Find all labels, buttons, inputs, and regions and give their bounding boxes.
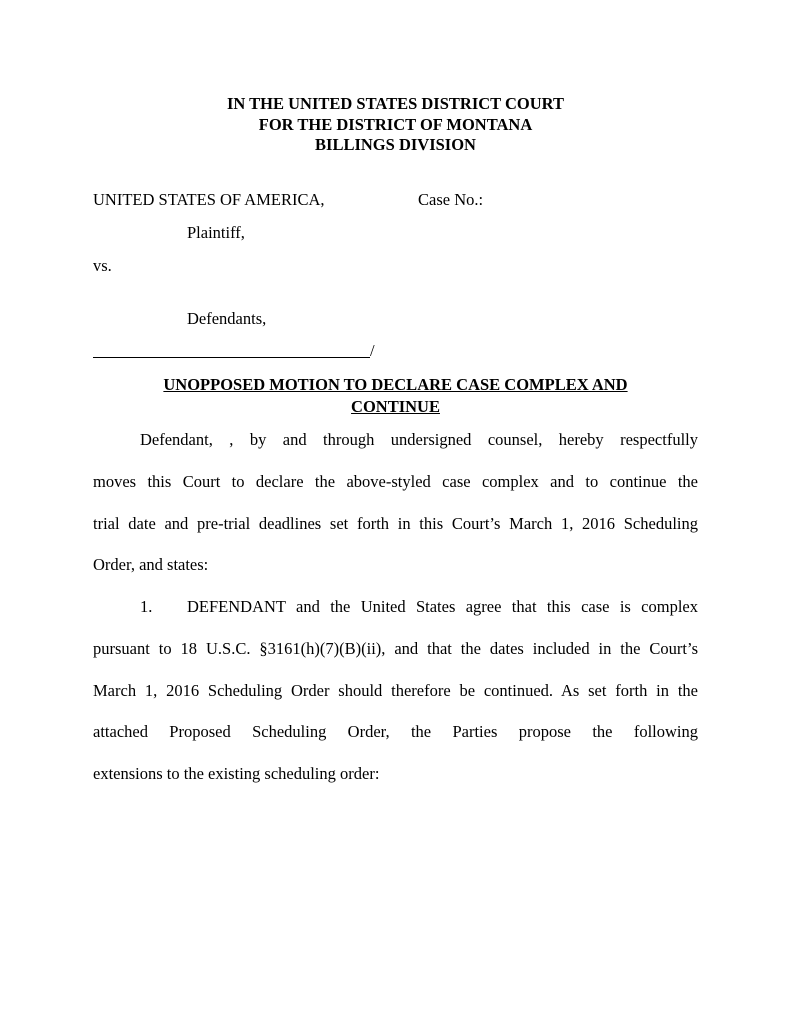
- plaintiff-name: UNITED STATES OF AMERICA,: [93, 190, 325, 209]
- paragraph-line: March 1, 2016 Scheduling Order should therefore be continued. As set forth in the: [93, 681, 698, 700]
- paragraph-line: DEFENDANT and the United States agree that this case is complex: [187, 597, 698, 616]
- court-header-line-2: FOR THE DISTRICT OF MONTANA: [258, 114, 533, 134]
- versus-text: vs.: [93, 256, 112, 275]
- paragraph-line: Defendant, , by and through undersigned counsel, hereby respectfully: [140, 430, 698, 449]
- court-header-line-1: IN THE UNITED STATES DISTRICT COURT: [226, 94, 564, 113]
- motion-title: [93, 374, 698, 417]
- court-header: [0, 94, 791, 156]
- paragraph-line: Order, and states:: [93, 555, 209, 574]
- court-header-line-3: BILLINGS DIVISION: [315, 135, 476, 154]
- case-number-label: Case No.:: [418, 190, 484, 209]
- item-number: 1.: [140, 597, 153, 616]
- paragraph-line: attached Proposed Scheduling Order, the Parties propose the following: [93, 722, 698, 741]
- caption-line-end: /: [370, 341, 375, 360]
- paragraph-line: trial date and pre-trial deadlines set forth in this Court’s March 1, 2016 Scheduling: [93, 514, 698, 533]
- motion-title-line-1: UNOPPOSED MOTION TO DECLARE CASE COMPLEX AND: [163, 375, 628, 394]
- paragraph-line: pursuant to 18 U.S.C. §3161(h)(7)(B)(ii), and that the dates included in the Court’s: [93, 639, 698, 658]
- plaintiff-role: Plaintiff,: [187, 223, 245, 242]
- paragraph-line: extensions to the existing scheduling order:: [93, 764, 380, 783]
- paragraph-line: moves this Court to declare the above-styled case complex and to continue the: [93, 472, 698, 491]
- defendant-role: Defendants,: [187, 309, 267, 328]
- caption-signature-line: [93, 357, 370, 358]
- motion-title-line-2: CONTINUE: [351, 396, 440, 416]
